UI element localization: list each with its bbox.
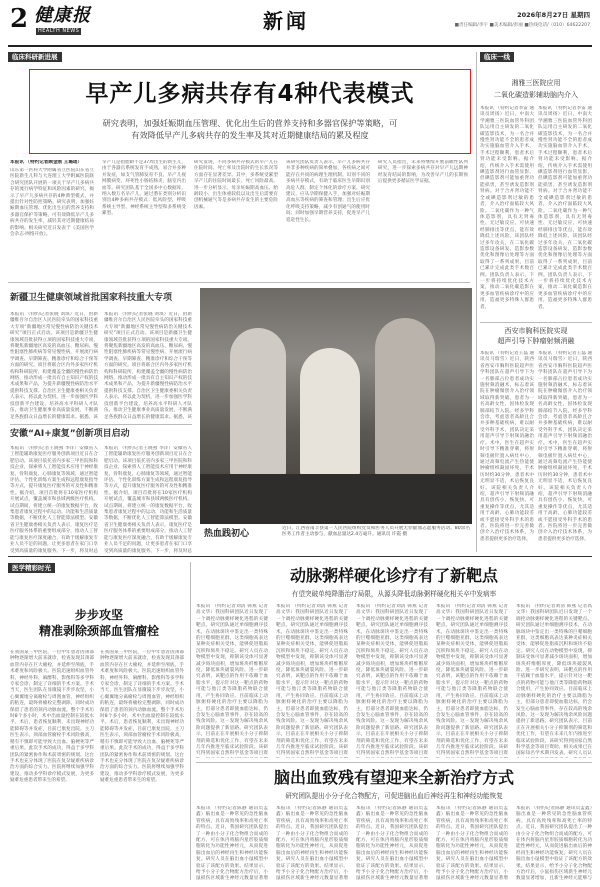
- atherosclerosis-story-subtitle: 有望突破单纯降脂治疗局限，从源头降低动脉粥样硬化相关卒中发病率: [291, 590, 497, 598]
- anhui-story-col-1: 本报讯 （特约记者王晓燕 李洋）安徽省人工智能辅助康复医疗服务创新项目近日在合肥启动。该项目依托省内多家三甲医院和科技企业，探索将人工智能技术应用于神经康复、骨科康复、心肺康复等领域，通过智能评估、个性化训练方案生成和远程康复指导等方式，提升康复医疗服务的可及性和精准性。据介绍，项目首批将在10家医疗机构开展试点，覆盖城市和县域两级医疗机构。试点期间，将建立统一的康复数据平台，收集患者康复过程中的运动、功能和生活质量等数据，不断优化人工智能算法模型。安徽省卫生健康委相关负责人表示，康复医疗是医疗服务体系的重要组成部分，推动人工智能与康复医疗深度融合，有助于缓解康复专业人员不足的问题，让更多患者在家门口享受到高质量的康复服务。下一步，将及时总: [10, 446, 98, 554]
- atherosclerosis-story-col-5: 本报讯 （特约记者刘清 韩燕 记者高文华）我国科研团队近日发现了一个调控动脉粥样硬化进程的关键靶点。研究团队通过单细胞测序技术，在动脉斑块中鉴定出一类特殊的巨噬细胞亚群，这类细胞高表达某种炎症相关受体，能够促进脂质沉积和斑块不稳定。研究人员在动物模型中发现，抑制该受体可显著减少斑块面积，增加斑块纤维帽厚度，降低斑块破裂风险。进一步研究表明，该靶点的作用不依赖于血脂水平，提示针对这一靶点的药物可能与他汀类等降脂药物联合使用，产生协同效应。目前临床上动脉粥样硬化的治疗主要以降脂为主，但部分患者即使血脂达标，仍会发生心脑血管事件，存在较高的残余风险。这一发现为解决残余风险问题提供了新思路。研究团队表示，目前正在开展相关小分子抑制剂的筛选和优化工作，有望在未来几年内推进至临床试验阶段。该研究得到国家自然科学基金等项目资助，相关成果已在国际知名学术期刊发表。研究人员认: [516, 604, 592, 757]
- anhui-story-col-2: 本报讯 （特约记者王晓燕 李洋）安徽省人工智能辅助康复医疗服务创新项目近日在合肥启动。该项目依托省内多家三甲医院和科技企业，探索将人工智能技术应用于神经康复、骨科康复、心肺康复等领域，通过智能评估、个性化训练方案生成和远程康复指导等方式，提升康复医疗服务的可及性和精准性。据介绍，项目首批将在10家医疗机构开展试点，覆盖城市和县域两级医疗机构。试点期间，将建立统一的康复数据平台，收集患者康复过程中的运动、功能和生活质量等数据，不断优化人工智能算法模型。安徽省卫生健康委相关负责人表示，康复医疗是医疗服务体系的重要组成部分，推动人工智能与康复医疗深度融合，有助于缓解康复专业人员不足的问题，让更多患者在家门口享受到高质量的康复服务。下一步，将及时总: [104, 446, 192, 554]
- clinic-story-title-2: 精准剥除颈部血管瘤栓: [38, 624, 159, 638]
- photo-caption: 近日，江西省南丰县第一人民医院组织党员和医务人员开展无偿献血志愿服务活动。80余名医务工作者主动参与，献血总量达2.4万毫升。通讯员 许霞 摄: [282, 526, 470, 538]
- photo-blood-donation: [200, 288, 472, 524]
- section-label-moments: 医学精彩时光: [8, 563, 55, 573]
- photo-figure-3: [375, 318, 435, 478]
- photo-table: [200, 474, 472, 524]
- atherosclerosis-story-col-2: 本报讯 （特约记者刘清 韩燕 记者高文华）我国科研团队近日发现了一个调控动脉粥样硬化进程的关键靶点。研究团队通过单细胞测序技术，在动脉斑块中鉴定出一类特殊的巨噬细胞亚群，这类细胞高表达某种炎症相关受体，能够促进脂质沉积和斑块不稳定。研究人员在动物模型中发现，抑制该受体可显著减少斑块面积，增加斑块纤维帽厚度，降低斑块破裂风险。进一步研究表明，该靶点的作用不依赖于血脂水平，提示针对这一靶点的药物可能与他汀类等降脂药物联合使用，产生协同效应。目前临床上动脉粥样硬化的治疗主要以降脂为主，但部分患者即使血脂达标，仍会发生心脑血管事件，存在较高的残余风险。这一发现为解决残余风险问题提供了新思路。研究团队表示，目前正在开展相关小分子抑制剂的筛选和优化工作，有望在未来几年内推进至临床试验阶段。该研究得到国家自然科学基金等项目资: [276, 604, 348, 757]
- lead-story-subtitle-2: 有效降低早产儿多病共存的发生率及其对近期健康结局的累及程度: [131, 130, 369, 140]
- xian-story-title-2: 超声引导下肿瘤射频消融: [497, 337, 575, 345]
- hemorrhage-story-col-4: 本报讯 （特约记者陈静 通讯员孟鑫）脑出血是一种常见的急性脑血管疾病，具有高致残率和高死亡率的特点。近日，我国研究团队提出了一种由小分子化合物组合而成的配方，可在体内将脑内星形胶质细胞转化为功能性神经元，从而促进脑出血后的神经再生和神经功能恢复。研究人员在脑出血小鼠模型中验证了该配方的效果。结果显示，给予小分子化合物配方治疗后，小鼠损伤区域新生神经元数量显著增: [436, 806, 508, 882]
- right-story-body-1: 本报讯 （特约记者李雷 通讯员周扬）近日，中南大学湘雅三医院血管外科团队运用自主研发的二氧化碳造影技术，为一名合并慢性肾功能不全的患者成功实施脑血管介入手术，手术过程顺利，患者术后肾功能未受影响。据介绍，传统介入手术需使用碘造影剂进行血管显影，但碘造影剂可能加重肾功能损害，甚至诱发造影剂肾病。对于合并肾功能不全或碘造影剂过敏的患者，介入治疗面临较大风险。二氧化碳作为一种气体造影剂，具有无肾毒性、无过敏反应、可快速经肺排出等优点，能有效降低上述风险。该团队经过多年攻关，在二氧化碳造影设备研发、造影参数优化和图像后处理等方面取得了一系列成果，目前已累计完成此类手术数百例。团队负责人表示，下一步将持续优化技术方案，推动二氧化碳造影在更多血管疾病诊疗中的应用，造福更多特殊人群患者。: [480, 106, 534, 310]
- hemorrhage-story-col-5: 本报讯 （特约记者陈静 通讯员孟鑫）脑出血是一种常见的急性脑血管疾病，具有高致残率和高死亡率的特点。近日，我国研究团队提出了一种由小分子化合物组合而成的配方，可在体内将脑内星形胶质细胞转化为功能性神经元，从而促进脑出血后的神经再生和神经功能恢复。研究人员在脑出血小鼠模型中验证了该配方的效果。结果显示，给予小分子化合物配方治疗后，小鼠损伤区域新生神经元数量显著增加，且新生神经元能够与: [516, 806, 592, 882]
- lead-story-col-2: 早产儿是指胎龄不足37周出生的新生儿，由于各器官系统发育不成熟，易合并多种并发症，如支气管肺发育不良、早产儿视网膜病变、坏死性小肠结肠炎、脑室内出血等。研究团队基于全国多中心数据库，纳入数万名早产儿，通过潜在类别分析识别出4种多病共存模式：低风险型、呼吸系统主导型、神经系统主导型和多系统受累型。: [102, 160, 186, 217]
- brand-logo: 健康报: [34, 5, 91, 26]
- atherosclerosis-story-col-4: 本报讯 （特约记者刘清 韩燕 记者高文华）我国科研团队近日发现了一个调控动脉粥样硬化进程的关键靶点。研究团队通过单细胞测序技术，在动脉斑块中鉴定出一类特殊的巨噬细胞亚群，这类细胞高表达某种炎症相关受体，能够促进脂质沉积和斑块不稳定。研究人员在动物模型中发现，抑制该受体可显著减少斑块面积，增加斑块纤维帽厚度，降低斑块破裂风险。进一步研究表明，该靶点的作用不依赖于血脂水平，提示针对这一靶点的药物可能与他汀类等降脂药物联合使用，产生协同效应。目前临床上动脉粥样硬化的治疗主要以降脂为主，但部分患者即使血脂达标，仍会发生心脑血管事件，存在较高的残余风险。这一发现为解决残余风险问题提供了新思路。研究团队表示，目前正在开展相关小分子抑制剂的筛选和优化工作，有望在未来几年内推进至临床试验阶段。该研究得到国家自然科学基金等项目资: [436, 604, 508, 757]
- masthead-contact: ■责任编辑/李宇 ■美术编辑/彭丽 ■热线电话/（010）64622207: [454, 23, 590, 28]
- atherosclerosis-story-col-1: 本报讯 （特约记者刘清 韩燕 记者高文华）我国科研团队近日发现了一个调控动脉粥样硬化进程的关键靶点。研究团队通过单细胞测序技术，在动脉斑块中鉴定出一类特殊的巨噬细胞亚群，这类细胞高表达某种炎症相关受体，能够促进脂质沉积和斑块不稳定。研究人员在动物模型中发现，抑制该受体可显著减少斑块面积，增加斑块纤维帽厚度，降低斑块破裂风险。进一步研究表明，该靶点的作用不依赖于血脂水平，提示针对这一靶点的药物可能与他汀类等降脂药物联合使用，产生协同效应。目前临床上动脉粥样硬化的治疗主要以降脂为主，但部分患者即使血脂达标，仍会发生心脑血管事件，存在较高的残余风险。这一发现为解决残余风险问题提供了新思路。研究团队表示，目前正在开展相关小分子抑制剂的筛选和优化工作，有望在未来几年内推进至临床试验阶段。该研究得到国家自然科学基金等项目资: [196, 604, 268, 757]
- photo-figure-2: [300, 348, 360, 478]
- xinjiang-story-title: 新疆卫生健康领域首批国家科技重大专项: [10, 293, 173, 303]
- section-label-research: 临床科研新进展: [8, 52, 62, 62]
- lead-story-subtitle-1: 研究表明，加强妊娠期血压管理、优化出生后的营养支持和多器官保护等策略，可: [102, 118, 398, 128]
- xian-story-title-1: 西安市胸科医院实现: [504, 327, 568, 335]
- atherosclerosis-story-title: 动脉粥样硬化诊疗有了新靶点: [289, 566, 498, 585]
- masthead: [0, 0, 600, 52]
- lead-story-col-3: 研究发现，不同多病共存模式的早产儿在住院时间、死亡率及出院时的生长状况等方面存在显著差异。其中，多系统受累型早产儿的住院时间最长、死亡风险最高。进一步分析显示，母亲妊娠期高血压、胎龄较小、出生体重较低以及出生后需要有创机械通气等是多病共存发生的主要危险因素。: [194, 160, 278, 210]
- hemorrhage-story-title: 脑出血致残有望迎来全新治疗方式: [273, 768, 514, 787]
- lead-story-col-5: 研究人员指出，未来将继续开展前瞻性队列研究，进一步探索多病共存对早产儿远期神经发育结局的影响，为改善早产儿的长期预后提供更多循证医学证据。: [378, 160, 468, 185]
- clinic-story-title-1: 步步攻坚: [74, 608, 123, 622]
- lead-story-col-4: 该研究团队负责人表示，早产儿多病共存并非多种疾病的简单叠加，各疾病之间可能存在共同的病理生理机制。识别不同的多病共存模式，有助于临床医生早期识别高危人群，制定个体化的诊疗方案。研究建议，应从孕期保健入手，加强对妊娠期高血压等疾病的筛查和管理；出生后应优化呼吸支持策略，减少有创通气的使用时间；同时加强早期营养支持，促进早产儿追赶性生长。: [286, 160, 370, 223]
- xinjiang-story-col-2: 本报讯 （特约记者张晓 刘琪）近日，由新疆维吾尔自治区人民医院牵头的国家科技重大专项“新疆地区常见慢性病防治关键技术研究”项目正式启动。该项目是新疆卫生健康领域首批获得立项的国家科技重大专项，将聚焦新疆地区高发的高血压、糖尿病、慢性阻塞性肺疾病等常见慢性病，开展流行病学调查、早期筛查、精准诊疗和综合干预等方面的研究。项目将联合区内外多家医疗机构和科研院所，构建覆盖全疆的慢性病防治网络，推动形成一批具有自主知识产权的技术成果和产品，为提升新疆慢性病防治水平提供科技支撑。自治区卫生健康委相关负责人表示，将以此为契机，进一步加强医学科技创新平台建设，培养高水平科研人才队伍，推动卫生健康事业高质量发展，不断满足各族群众日益增长的健康需求。据悉，该: [104, 312, 192, 420]
- lead-story-col-1: 山东第一医科大学附属省立医院山东省立医院新生儿科与大连理工大学附属医院联合研究团队开展的一项关于早产儿多病共存的流行病学特征和风险因素的研究，揭示了早产儿多病共存的4种典型模式，并提出针对性防控策略。研究表明，加强妊娠期血压管理、优化出生后的营养支持和多器官保护等策略，可有效降低早产儿多病共存的发生率，减轻其对近期健康结局的影响。相关研究近日发表于《美国医学会杂志·网络开放》。: [10, 168, 94, 238]
- hemorrhage-story-subtitle: 研究团队提出小分子化合物配方，可促进脑出血后神经再生和神经功能恢复: [285, 792, 503, 800]
- anhui-story-title: 安徽“AI+康复”创新项目启动: [10, 429, 130, 439]
- clinic-story-col-2: 在我国某三甲医院，一位中年患者因颈部肿物逐渐增大前来就诊，检查发现其颈部血管内存在巨大瘤栓，并延伸至颅底，手术难度和风险极大。医院迅速组织血管外科、神经外科、麻醉科、影像科等多学科专家会诊，制定了详细的手术方案。手术当天，医生团队在显微镜下步步攻坚，小心翼翼地分离瘤栓与周围血管、神经组织的粘连，最终将瘤栓完整剥除，同时成功保留了患者的颈内动脉血流。整个手术历时8个多小时，术中出血量控制在较低水平。术后，患者恢复顺利，未出现神经功能障碍等并发症，目前已康复出院。主刀医生表示，颈部血管瘤栓手术风险极高，稍有不慎即可能导致大出血、脑梗死等严重后果。此次手术的成功，得益于多学科团队的紧密协作和术前周密的规划。这台手术也充分体现了医院在复杂疑难疾病诊治方面的综合实力。医院将继续加强学科建设，推动多学科诊疗模式发展，为更多疑难危重患者带来生的希望。: [100, 650, 184, 784]
- hemorrhage-story-col-2: 本报讯 （特约记者陈静 通讯员孟鑫）脑出血是一种常见的急性脑血管疾病，具有高致残率和高死亡率的特点。近日，我国研究团队提出了一种由小分子化合物组合而成的配方，可在体内将脑内星形胶质细胞转化为功能性神经元，从而促进脑出血后的神经再生和神经功能恢复。研究人员在脑出血小鼠模型中验证了该配方的效果。结果显示，给予小分子化合物配方治疗后，小鼠损伤区域新生神经元数量显著增: [276, 806, 348, 882]
- lead-story-byline: 本报讯 （特约记者顾金刚 王璐瑶）: [10, 160, 83, 165]
- photo-title: 热血践初心: [204, 529, 250, 539]
- section-title: 新闻: [263, 9, 309, 33]
- clinic-story-col-1: 在我国某三甲医院，一位中年患者因颈部肿物逐渐增大前来就诊，检查发现其颈部血管内存在巨大瘤栓，并延伸至颅底，手术难度和风险极大。医院迅速组织血管外科、神经外科、麻醉科、影像科等多学科专家会诊，制定了详细的手术方案。手术当天，医生团队在显微镜下步步攻坚，小心翼翼地分离瘤栓与周围血管、神经组织的粘连，最终将瘤栓完整剥除，同时成功保留了患者的颈内动脉血流。整个手术历时8个多小时，术中出血量控制在较低水平。术后，患者恢复顺利，未出现神经功能障碍等并发症，目前已康复出院。主刀医生表示，颈部血管瘤栓手术风险极高，稍有不慎即可能导致大出血、脑梗死等严重后果。此次手术的成功，得益于多学科团队的紧密协作和术前周密的规划。这台手术也充分体现了医院在复杂疑难疾病诊治方面的综合实力。医院将继续加强学科建设，推动多学科诊疗模式发展，为更多疑难危重患者带来生的希望。: [10, 650, 94, 784]
- right-story-title-1: 湘雅三医院应用: [511, 79, 561, 87]
- xian-story-body-1: 本报讯 （特约记者王磊 通讯员马瑞雪）近日，陕西省西安市胸科医院超声医学科团队在超声引导下为一名肺部占位患者成功实施射频消融术，标志着该院在肿瘤微创介入治疗领域取得新突破。患者为一名高龄女性，因体检发现肺部结节入院。经多学科会诊，考虑患者高龄且合并多种基础疾病，难以耐受外科手术，团队决定采用超声引导下射频消融治疗。术中，医生在超声实时引导下精准穿刺，将射频电极针置入病灶中心，通过高频电流产生热能使肿瘤组织凝固坏死，手术历时约30分钟，患者术中无明显不适，术后恢复良好。该院相关负责人介绍，超声引导下射频消融具有创伤小、恢复快、可重复操作等优点，尤其适用于高龄、心肺功能较差或不愿接受外科手术的患者。医院将进一步完善微创介入治疗技术体系，为患者提供更多治疗选择。: [480, 351, 534, 542]
- right-story-title-2: 二氧化碳造影辅助脑内介入: [494, 91, 578, 99]
- page-number: 2: [10, 4, 29, 34]
- xian-story-body-2: 本报讯 （特约记者王磊 通讯员马瑞雪）近日，陕西省西安市胸科医院超声医学科团队在超声引导下为一名肺部占位患者成功实施射频消融术，标志着该院在肿瘤微创介入治疗领域取得新突破。患者为一名高龄女性，因体检发现肺部结节入院。经多学科会诊，考虑患者高龄且合并多种基础疾病，难以耐受外科手术，团队决定采用超声引导下射频消融治疗。术中，医生在超声实时引导下精准穿刺，将射频电极针置入病灶中心，通过高频电流产生热能使肿瘤组织凝固坏死，手术历时约30分钟，患者术中无明显不适，术后恢复良好。该院相关负责人介绍，超声引导下射频消融具有创伤小、恢复快、可重复操作等优点，尤其适用于高龄、心肺功能较差或不愿接受外科手术的患者。医院将进一步完善微创介入治疗技术体系，为患者提供更多治疗选择。: [538, 351, 592, 542]
- lead-story-title: 早产儿多病共存有4种代表模式: [85, 81, 415, 107]
- xinjiang-story-col-1: 本报讯 （特约记者张晓 刘琪）近日，由新疆维吾尔自治区人民医院牵头的国家科技重大专项“新疆地区常见慢性病防治关键技术研究”项目正式启动。该项目是新疆卫生健康领域首批获得立项的国家科技重大专项，将聚焦新疆地区高发的高血压、糖尿病、慢性阻塞性肺疾病等常见慢性病，开展流行病学调查、早期筛查、精准诊疗和综合干预等方面的研究。项目将联合区内外多家医疗机构和科研院所，构建覆盖全疆的慢性病防治网络，推动形成一批具有自主知识产权的技术成果和产品，为提升新疆慢性病防治水平提供科技支撑。自治区卫生健康委相关负责人表示，将以此为契机，进一步加强医学科技创新平台建设，培养高水平科研人才队伍，推动卫生健康事业高质量发展，不断满足各族群众日益增长的健康需求。据悉，该: [10, 312, 98, 420]
- brand-en: HEALTH NEWS: [38, 28, 80, 34]
- hemorrhage-story-col-1: 本报讯 （特约记者陈静 通讯员孟鑫）脑出血是一种常见的急性脑血管疾病，具有高致残率和高死亡率的特点。近日，我国研究团队提出了一种由小分子化合物组合而成的配方，可在体内将脑内星形胶质细胞转化为功能性神经元，从而促进脑出血后的神经再生和神经功能恢复。研究人员在脑出血小鼠模型中验证了该配方的效果。结果显示，给予小分子化合物配方治疗后，小鼠损伤区域新生神经元数量显著增: [196, 806, 268, 882]
- atherosclerosis-story-col-3: 本报讯 （特约记者刘清 韩燕 记者高文华）我国科研团队近日发现了一个调控动脉粥样硬化进程的关键靶点。研究团队通过单细胞测序技术，在动脉斑块中鉴定出一类特殊的巨噬细胞亚群，这类细胞高表达某种炎症相关受体，能够促进脂质沉积和斑块不稳定。研究人员在动物模型中发现，抑制该受体可显著减少斑块面积，增加斑块纤维帽厚度，降低斑块破裂风险。进一步研究表明，该靶点的作用不依赖于血脂水平，提示针对这一靶点的药物可能与他汀类等降脂药物联合使用，产生协同效应。目前临床上动脉粥样硬化的治疗主要以降脂为主，但部分患者即使血脂达标，仍会发生心脑血管事件，存在较高的残余风险。这一发现为解决残余风险问题提供了新思路。研究团队表示，目前正在开展相关小分子抑制剂的筛选和优化工作，有望在未来几年内推进至临床试验阶段。该研究得到国家自然科学基金等项目资: [356, 604, 428, 757]
- right-story-body-2: 本报讯 （特约记者李雷 通讯员周扬）近日，中南大学湘雅三医院血管外科团队运用自主研发的二氧化碳造影技术，为一名合并慢性肾功能不全的患者成功实施脑血管介入手术，手术过程顺利，患者术后肾功能未受影响。据介绍，传统介入手术需使用碘造影剂进行血管显影，但碘造影剂可能加重肾功能损害，甚至诱发造影剂肾病。对于合并肾功能不全或碘造影剂过敏的患者，介入治疗面临较大风险。二氧化碳作为一种气体造影剂，具有无肾毒性、无过敏反应、可快速经肺排出等优点，能有效降低上述风险。该团队经过多年攻关，在二氧化碳造影设备研发、造影参数优化和图像后处理等方面取得了一系列成果，目前已累计完成此类手术数百例。团队负责人表示，下一步将持续优化技术方案，推动二氧化碳造影在更多血管疾病诊疗中的应用，造福更多特殊人群患者。: [538, 106, 592, 310]
- section-label-clinic: 临床一线: [480, 52, 514, 62]
- hemorrhage-story-col-3: 本报讯 （特约记者陈静 通讯员孟鑫）脑出血是一种常见的急性脑血管疾病，具有高致残率和高死亡率的特点。近日，我国研究团队提出了一种由小分子化合物组合而成的配方，可在体内将脑内星形胶质细胞转化为功能性神经元，从而促进脑出血后的神经再生和神经功能恢复。研究人员在脑出血小鼠模型中验证了该配方的效果。结果显示，给予小分子化合物配方治疗后，小鼠损伤区域新生神经元数量显著增: [356, 806, 428, 882]
- issue-date: 2026年8月27日 星期四: [517, 11, 590, 19]
- photo-figure-1: [230, 328, 286, 478]
